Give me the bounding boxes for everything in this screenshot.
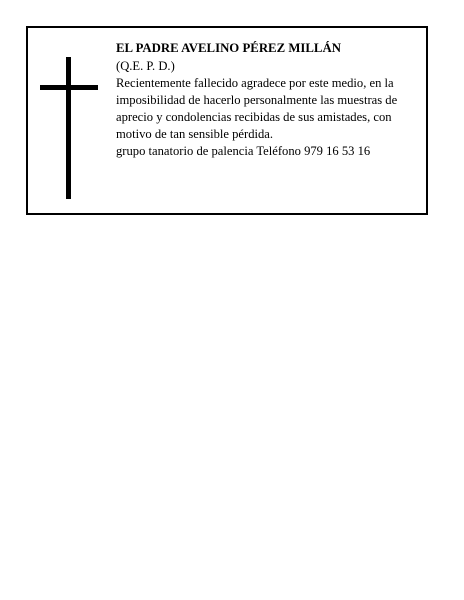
qepd-line: (Q.E. P. D.) <box>116 59 175 73</box>
notice-body: Recientemente fallecido agradece por este medio, en la imposibilidad de hacerlo personalmente las muestras de aprecio y condolencias recibidas de sus amistades, con motivo de tan sensible pérdida. <box>116 76 398 141</box>
obituary-notice <box>26 26 428 215</box>
contact-line: grupo tanatorio de palencia Teléfono 979 16 53 16 <box>116 144 371 158</box>
cross-horizontal-bar <box>40 85 98 90</box>
notice-text-block <box>116 40 424 160</box>
cross-vertical-bar <box>66 57 71 199</box>
deceased-name: EL PADRE AVELINO PÉREZ MILLÁN <box>116 41 341 55</box>
